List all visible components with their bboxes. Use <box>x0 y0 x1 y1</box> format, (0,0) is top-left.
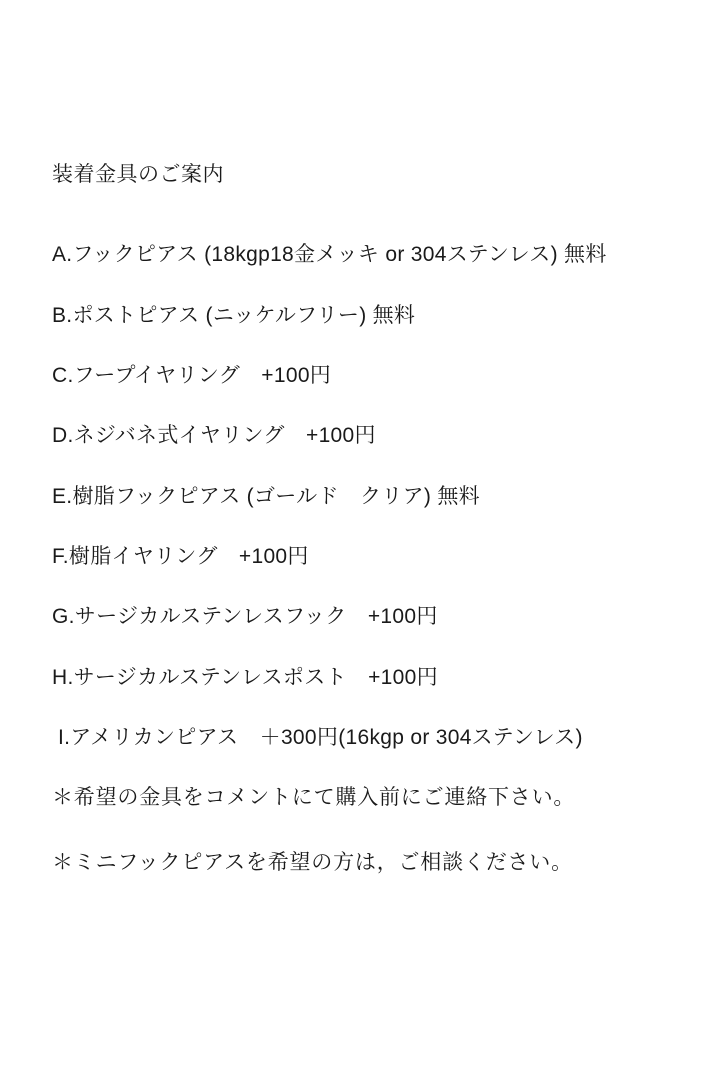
list-item: F.樹脂イヤリング +100円 <box>52 545 309 569</box>
list-item: A.フックピアス (18kgp18金メッキ or 304ステンレス) 無料 <box>52 243 607 267</box>
list-item: D.ネジバネ式イヤリング +100円 <box>52 424 376 448</box>
list-item: I.アメリカンピアス ＋300円(16kgp or 304ステンレス) <box>58 726 583 750</box>
list-item: B.ポストピアス (ニッケルフリー) 無料 <box>52 303 416 327</box>
list-item: E.樹脂フックピアス (ゴールド クリア) 無料 <box>52 484 480 508</box>
notes-section <box>52 784 676 877</box>
list-item: C.フープイヤリング +100円 <box>52 364 332 388</box>
list-item: G.サージカルステンレスフック +100円 <box>52 605 438 629</box>
fitting-options-list <box>52 241 676 752</box>
page-title: 装着金具のご案内 <box>52 163 224 186</box>
note-line: ＊希望の金具をコメントにて購入前にご連絡下さい。 <box>52 786 576 810</box>
list-item: H.サージカルステンレスポスト +100円 <box>52 665 438 689</box>
note-line: ＊ミニフックピアスを希望の方は，ご相談ください。 <box>52 850 573 874</box>
